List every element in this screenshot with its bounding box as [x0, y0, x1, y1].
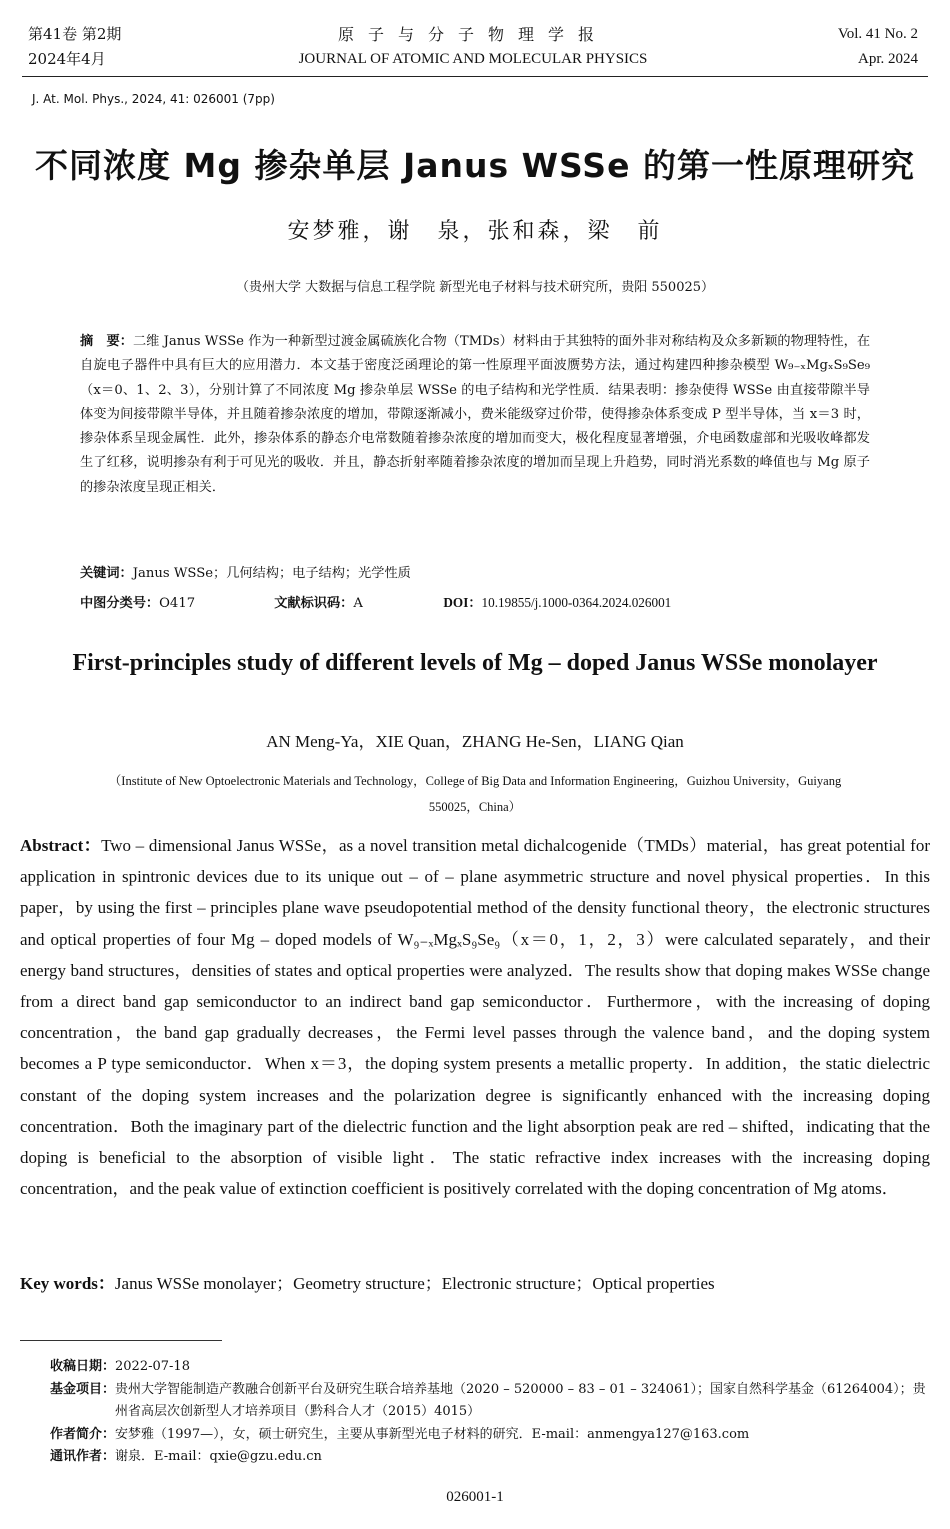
- authors-cn: 安梦雅，谢 泉，张和森，梁 前: [287, 219, 663, 244]
- footnotes: [50, 1356, 930, 1469]
- footnote-divider: [20, 1340, 222, 1341]
- header-journal-name: [28, 22, 918, 72]
- header-volume-issue: 第41卷 第2期: [28, 25, 122, 43]
- footnote-label: 收稿日期：: [50, 1359, 116, 1374]
- footnote-label: 作者简介：: [50, 1426, 116, 1442]
- clc-label: 中图分类号：: [80, 596, 160, 611]
- doc-code-label: 文献标识码：: [274, 596, 354, 611]
- keywords-cn-text: Janus WSSe；几何结构；电子结构；光学性质: [132, 566, 411, 581]
- abstract-cn-text: 二维 Janus WSSe 作为一种新型过渡金属硫族化合物（TMDs）材料由于其独特的面外非对称结构及众多新颖的物理特性，在自旋电子器件中具有巨大的应用潜力．本文基于密度泛函理论的第一性原理平面波赝势方法，通过构建四种掺杂模型 W₉₋ₓMgₓS₉Se₉（x＝0、1、2、3），分别计算了不同浓度 Mg 掺杂单层 WSSe 的电子结构和光学性质．结果表明：掺杂使得 WSSe 由直接带隙半导体变为间接带隙半导体，并且随着掺杂浓度的增加，带隙逐渐减小，费米能级穿过价带，使得掺杂体系变成 P 型半导体，当 x＝3 时，掺杂体系呈现金属性．此外，掺杂体系的静态介电常数随着掺杂浓度的增加而变大，极化程度显著增强，介电函数虚部和光吸收峰都发生了红移，说明掺杂有利于可见光的吸收．并且，静态折射率随着掺杂浓度的增加而呈现上升趋势，同时消光系数的峰值也与 Mg 原子的掺杂浓度呈现正相关．: [80, 334, 871, 495]
- abstract-cn: [80, 330, 870, 500]
- affiliation-cn: （贵州大学 大数据与信息工程学院 新型光电子材料与技术研究所，贵阳 550025）: [235, 280, 715, 295]
- footnote-corresponding: [50, 1446, 930, 1469]
- classification-row: [80, 592, 890, 611]
- clc-value: O417: [159, 596, 196, 611]
- keywords-cn-label: 关键词：: [80, 566, 133, 581]
- abstract-cn-label: 摘 要：: [80, 334, 133, 349]
- doi: [443, 592, 671, 611]
- footnote-received: [50, 1356, 930, 1379]
- keywords-en: [20, 1268, 930, 1299]
- doi-label: DOI：: [443, 595, 482, 610]
- title-en: First-principles study of different levels of Mg – doped Janus WSSe monolayer: [72, 650, 878, 676]
- keywords-cn: [80, 562, 870, 581]
- doc-code: [274, 592, 439, 611]
- page-number: 026001-1: [446, 1489, 504, 1505]
- footnote-author-bio: [50, 1424, 930, 1447]
- header-divider: [22, 76, 928, 77]
- abstract-en: [20, 830, 930, 1204]
- footnote-value: 安梦雅（1997—），女，硕士研究生，主要从事新型光电子材料的研究．E-mail：anmengya127@163.com: [115, 1426, 750, 1442]
- running-header: [28, 22, 918, 72]
- abstract-en-label: Abstract：: [20, 836, 102, 855]
- header-vol-no: Vol. 41 No. 2: [837, 26, 918, 42]
- citation: J. At. Mol. Phys., 2024, 41: 026001 (7pp): [32, 92, 275, 106]
- footnote-funding: [50, 1379, 930, 1424]
- abstract-en-text: Two – dimensional Janus WSSe，as a novel transition metal dichalcogenide（TMDs）material，has great potential for application in spintronic devices due to its unique out – of – plane asymmetric structure and novel physical properties．In this paper，by using the first – principles plane wave pseudopotential method of the density functional theory，the electronic structures and optical properties of four Mg – doped models of W₉₋ₓMgₓS₉Se₉（x＝0，1，2，3）were calculated separately，and their energy band structures，densities of states and optical properties were analyzed．The results show that doping makes WSSe change from a direct band gap semiconductor to an indirect band gap semiconductor．Furthermore，with the increasing of doping concentration，the band gap gradually decreases，the Fermi level passes through the valence band，and the doping system becomes a P type semiconductor．When x＝3，the doping system presents a metallic property．In addition，the static dielectric constant of the doping system increases and the polarization degree is significantly enhanced with the increasing doping concentration．Both the imaginary part of the dielectric function and the light absorption peak are red – shifted，indicating that the doping is beneficial to the absorption of visible light．The static refractive index increases with the increasing doping concentration，and the peak value of extinction coefficient is positively correlated with the doping concentration of Mg atoms．: [20, 836, 930, 1199]
- doi-value: 10.19855/j.1000-0364.2024.026001: [481, 595, 672, 610]
- footnote-value: 贵州大学智能制造产教融合创新平台及研究生联合培养基地（2020 – 520000 – 83 – 01 – 324061）；国家自然科学基金（61264004）；贵州省高层次创新型人才培养项目（黔科合人才（2015）4015）: [115, 1381, 926, 1419]
- title-cn: 不同浓度 Mg 掺杂单层 Janus WSSe 的第一性原理研究: [35, 146, 915, 185]
- footnote-value: 2022-07-18: [115, 1359, 190, 1374]
- doc-code-value: A: [353, 596, 363, 611]
- keywords-en-text: Janus WSSe monolayer；Geometry structure；Electronic structure；Optical properties: [114, 1274, 715, 1293]
- clc-number: [80, 592, 270, 611]
- header-vol-en: [838, 22, 918, 72]
- header-date-en: Apr. 2024: [858, 51, 918, 67]
- journal-name-en: JOURNAL OF ATOMIC AND MOLECULAR PHYSICS: [298, 51, 648, 67]
- footnote-label: 通讯作者：: [50, 1449, 116, 1464]
- footnote-value: 谢泉．E-mail：qxie@gzu.edu.cn: [115, 1449, 322, 1464]
- authors-en: AN Meng-Ya，XIE Quan，ZHANG He-Sen，LIANG Qian: [266, 732, 684, 751]
- keywords-en-label: Key words：: [20, 1274, 115, 1293]
- affiliation-en: （Institute of New Optoelectronic Materials and Technology，College of Big Data and Information Engineering，Guizhou University，Guiyang 550025，China）: [108, 774, 842, 814]
- journal-name-cn: 原子与分子物理学报: [337, 25, 608, 44]
- header-date-cn: 2024年4月: [28, 50, 106, 68]
- footnote-label: 基金项目：: [50, 1381, 116, 1397]
